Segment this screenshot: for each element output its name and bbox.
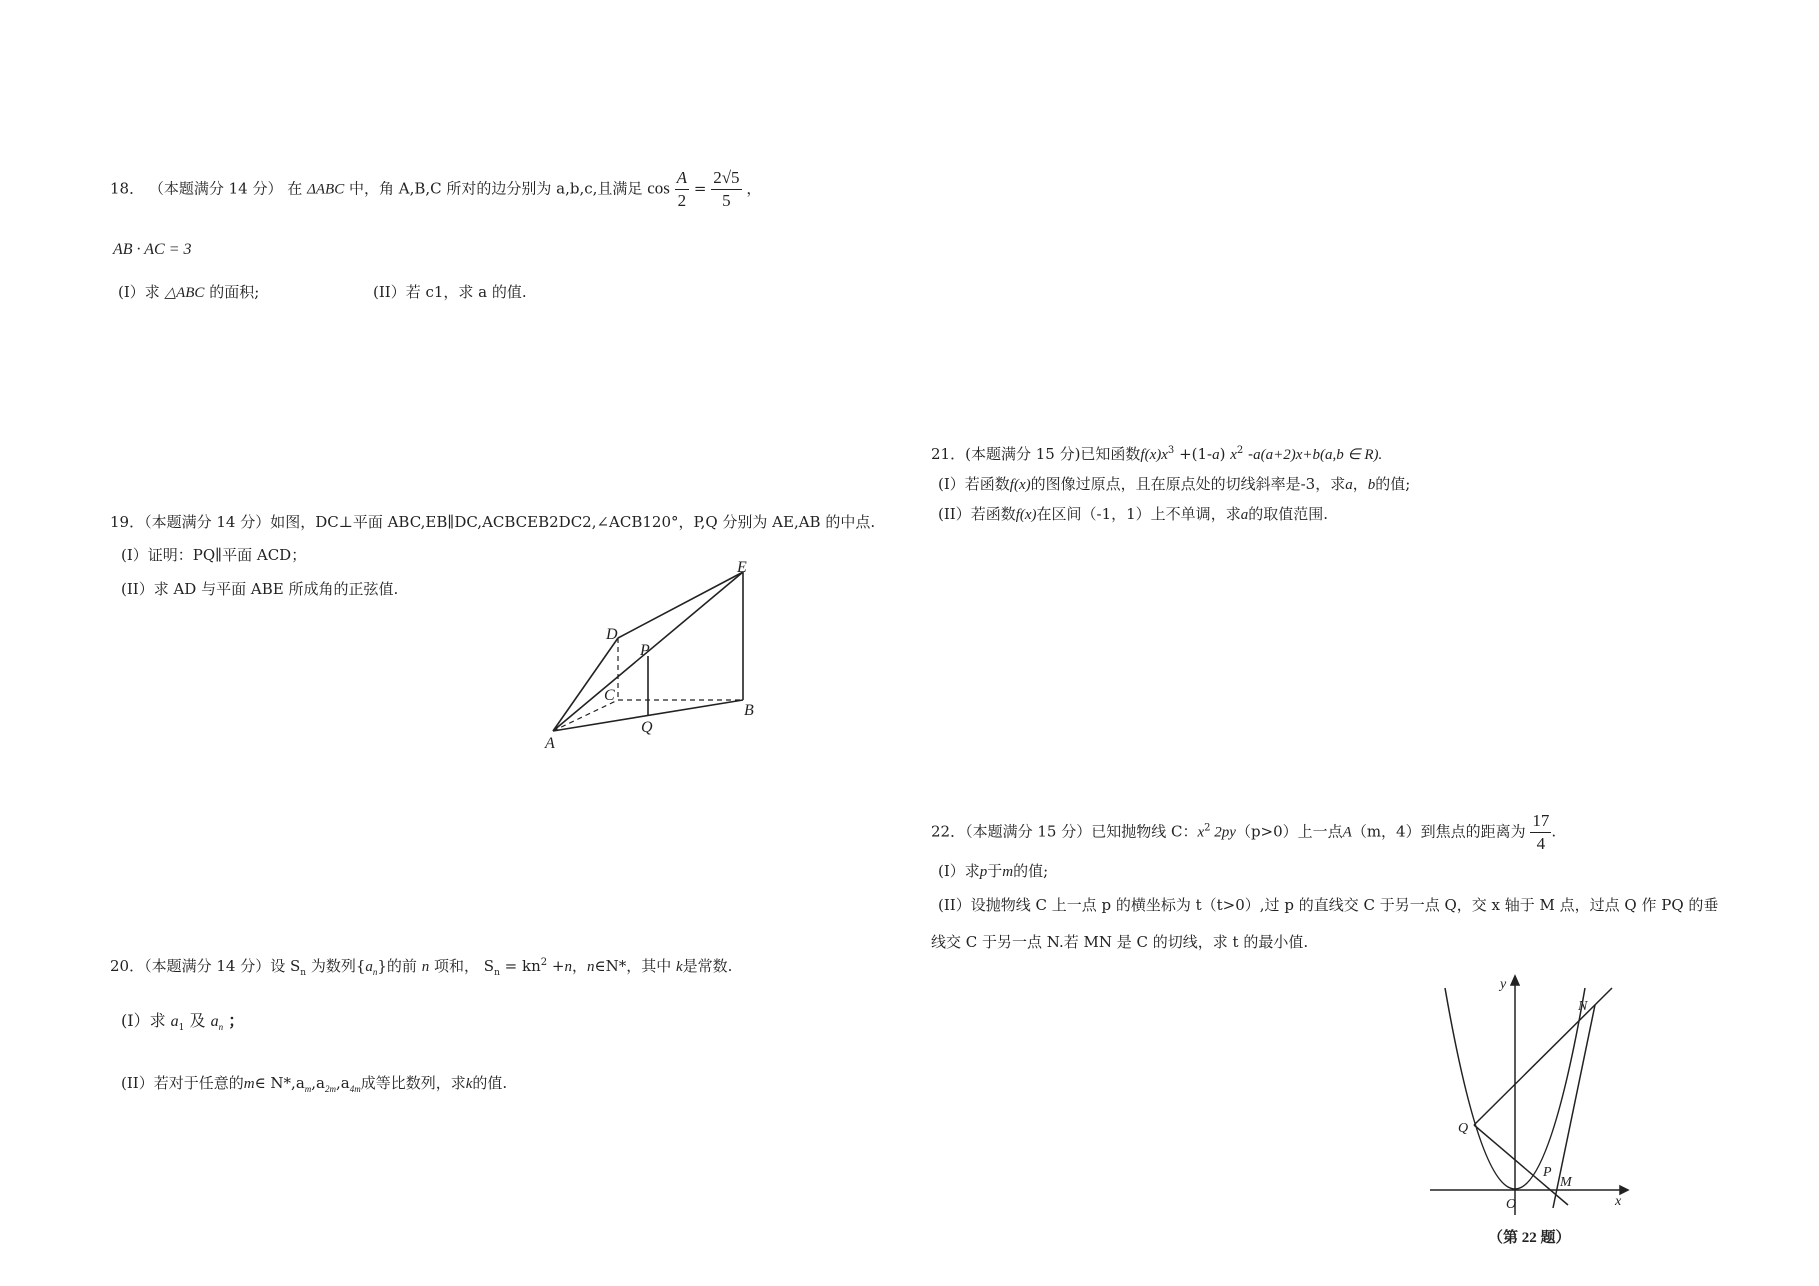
q20-part1: (I）求 $a_1$ 及 $a_n$ ； — [121, 1011, 245, 1034]
figure-caption: （第 22 题） — [1488, 1230, 1571, 1246]
q19-figure-svg — [540, 550, 760, 755]
q22-part1: (I）求p于m的值; — [938, 862, 1049, 880]
q22-parabola-figure — [1420, 965, 1635, 1259]
label-p: P — [640, 642, 650, 659]
q22-part2-line2: 线交 C 于另一点 N.若 MN 是 C 的切线，求 t 的最小值. — [931, 933, 1309, 951]
label-m: M — [1560, 1175, 1572, 1190]
q19-geometry-figure — [540, 550, 760, 759]
label-n: N — [1578, 999, 1588, 1014]
q20-line1: 20．（本题满分 14 分）设 $S_n$ 为数列$\{a_n\}$的前 n 项和， $S_n = kn^2 +n$，n∈N*，其中 k是常数. — [110, 957, 733, 978]
edge-de — [618, 572, 743, 638]
label-q: Q — [641, 719, 653, 736]
label-p: P — [1543, 1165, 1552, 1180]
fraction-17-over-4: $\frac{17}{4}$ — [1532, 811, 1550, 853]
label-e: E — [737, 559, 747, 576]
q18-vector-condition: AB · AC = 3 — [113, 241, 192, 258]
label-o: O — [1506, 1197, 1517, 1212]
label-c: C — [604, 687, 615, 704]
q21-part2: (II）若函数f(x)在区间（-1，1）上不单调，求a的取值范围. — [938, 505, 1328, 523]
line-qp — [1474, 1125, 1568, 1205]
q21-part1: (I）若函数f(x)的图像过原点，且在原点处的切线斜率是-3，求a，b的值; — [938, 475, 1411, 493]
x-axis-arrow — [1620, 1186, 1628, 1194]
q18-part2: (II）若 c1，求 a 的值. — [373, 283, 527, 301]
q19-line1: 19．（本题满分 14 分）如图，DC⊥平面 ABC,EB∥DC,ACBCEB2DC2,∠ACB120°，P,Q 分别为 AE,AB 的中点. — [110, 513, 876, 531]
q21-line1: 21．(本题满分 15 分)已知函数$f(x)x^3 +(1-a)$ $x^2$ -a(a+2)x+b(a,b ∈ R). — [931, 445, 1383, 463]
q19-part1: (I）证明：PQ∥平面 ACD； — [121, 546, 307, 564]
q19-part2: (II）求 AD 与平面 ABE 所成角的正弦值. — [121, 580, 399, 598]
label-d: D — [606, 626, 618, 643]
label-b: B — [744, 702, 754, 719]
q22-part2-line1: (II）设抛物线 C 上一点 p 的横坐标为 t（t>0）,过 p 的直线交 C 于另一点 Q，交 x 轴于 M 点，过点 Q 作 PQ 的垂 — [938, 896, 1719, 914]
q18-part1: (I）求 △ABC 的面积; — [118, 283, 260, 301]
q20-part2: (II）若对于任意的m∈ $N*,a_m,a_{2m},a_{4m}$成等比数列，求k的值. — [121, 1074, 508, 1094]
q18-line1: 18． （本题满分 14 分） 在 ΔABC 中，角 A,B,C 所对的边分别为 a,b,c,且满足 cos $\frac{A}{2}$ = $\frac{2√5}{5}$ ， — [110, 168, 762, 210]
label-y: y — [1500, 977, 1507, 992]
y-axis-arrow — [1511, 976, 1519, 985]
fraction-a-over-2: $\frac{A}{2}$ — [676, 168, 688, 210]
label-x: x — [1615, 1194, 1622, 1209]
label-q: Q — [1458, 1121, 1469, 1136]
label-a: A — [545, 735, 555, 752]
q22-line1: 22．（本题满分 15 分）已知抛物线 C：$x^2$ 2py（p>0）上一点A（m，4）到焦点的距离为 $\frac{17}{4}$ . — [931, 811, 1557, 853]
q22-figure-svg — [1420, 965, 1635, 1255]
line-qn — [1474, 988, 1612, 1125]
fraction-2sqrt5-over-5: $\frac{2√5}{5}$ — [713, 168, 740, 210]
